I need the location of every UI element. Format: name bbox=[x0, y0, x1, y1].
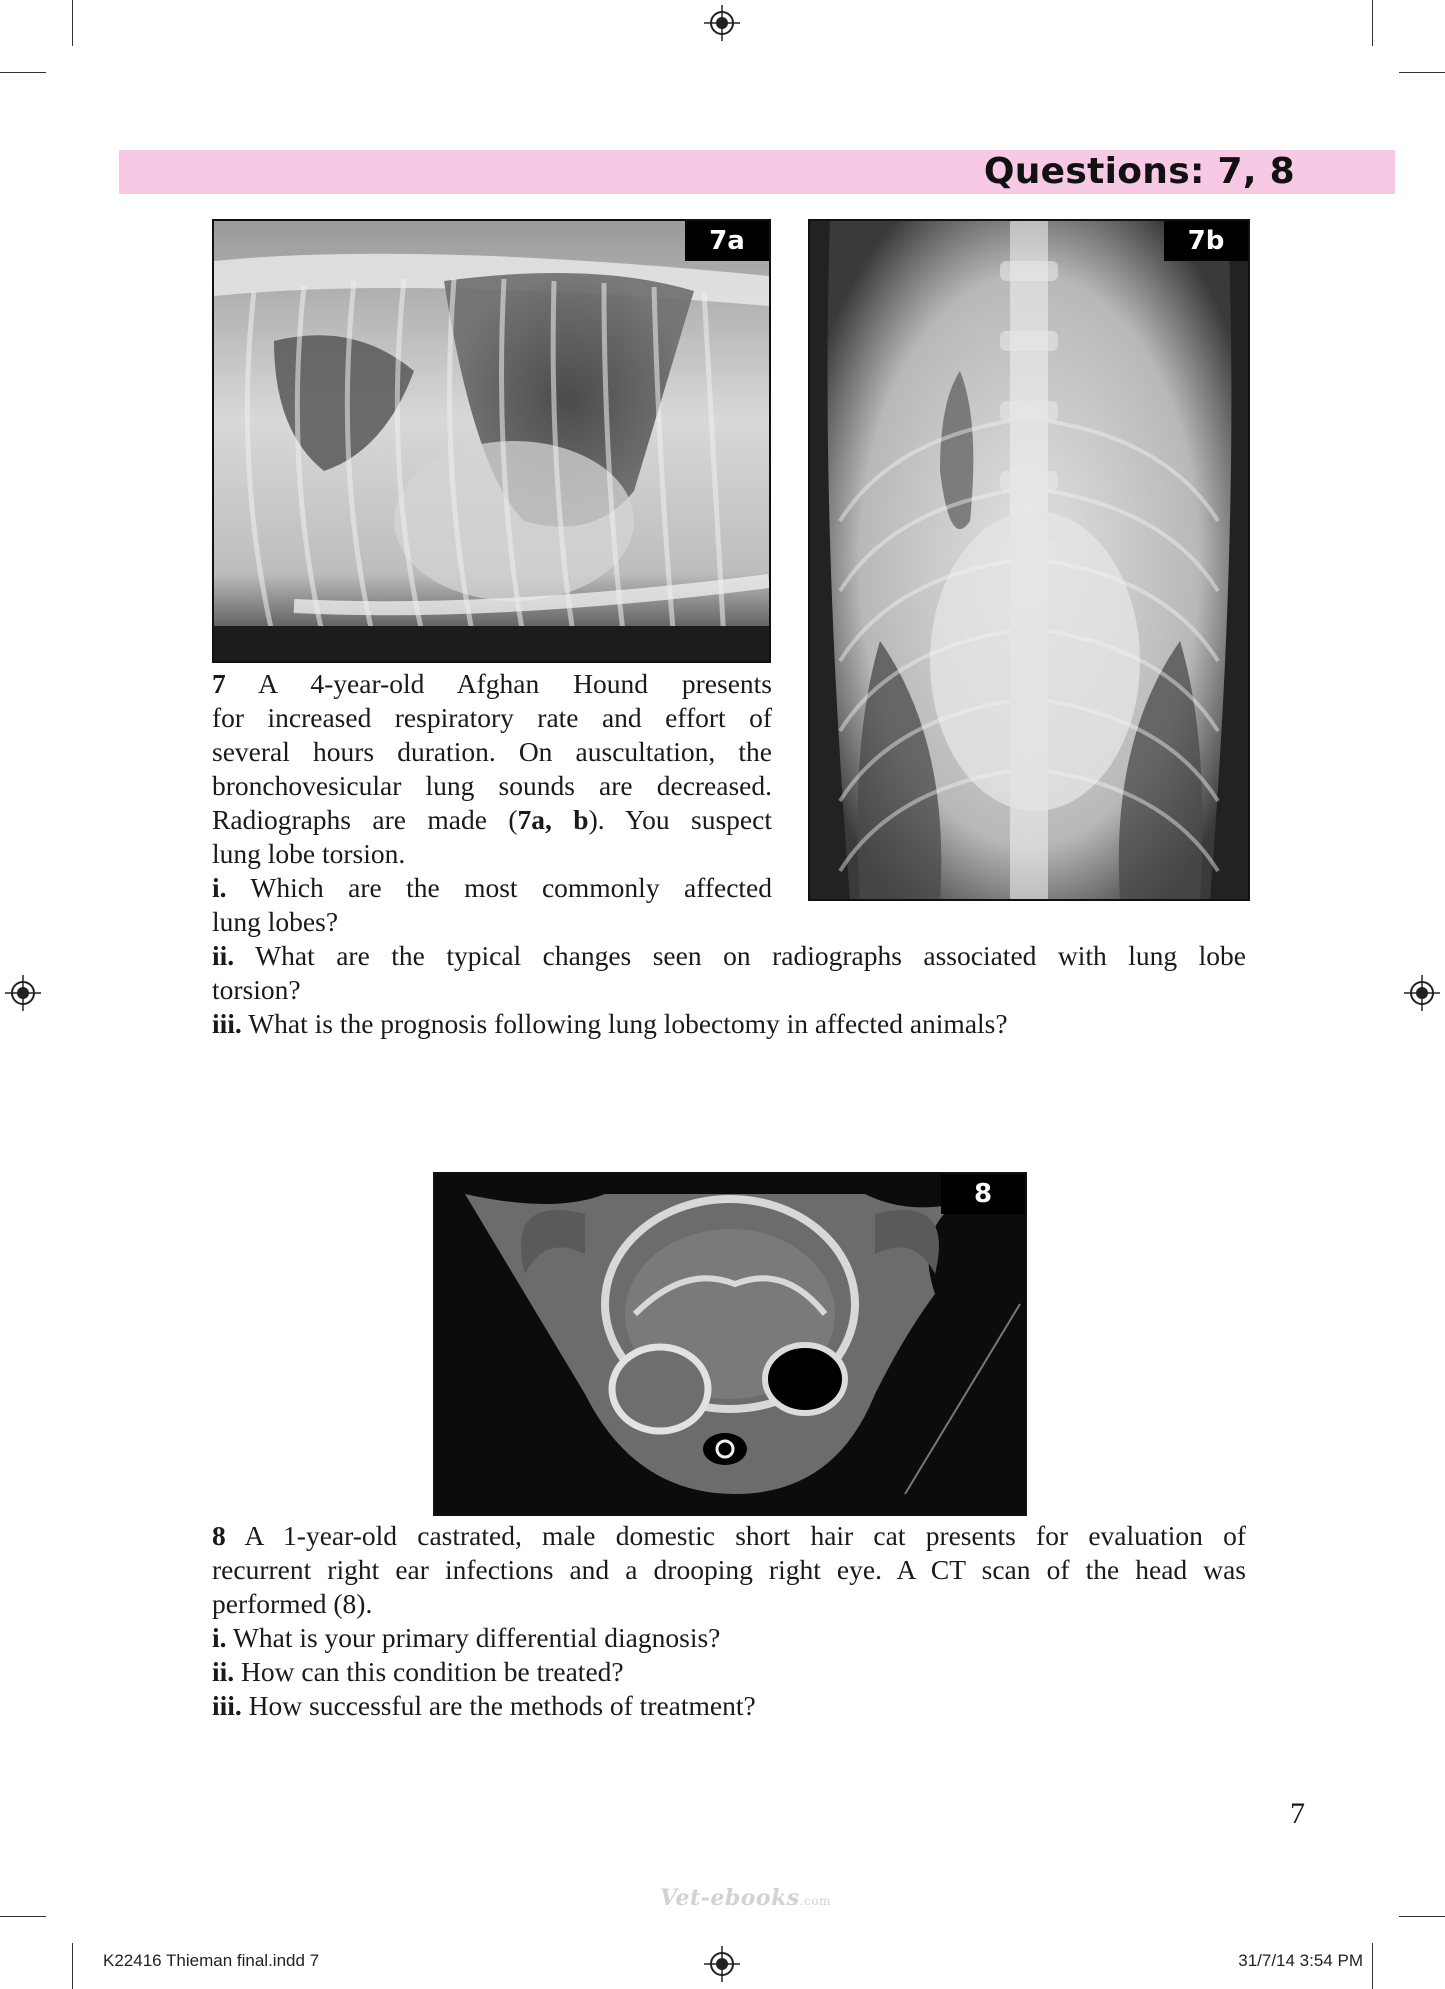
question-7-line: 7 A 4-year-old Afghan Hound presents bbox=[212, 668, 772, 699]
page-title: Questions: 7, 8 bbox=[983, 151, 1295, 192]
figure-7a-label: 7a bbox=[685, 221, 769, 261]
crop-mark bbox=[1399, 72, 1445, 73]
slug-filename: K22416 Thieman final.indd 7 bbox=[103, 1951, 320, 1970]
slug-timestamp: 31/7/14 3:54 PM bbox=[1238, 1951, 1363, 1970]
question-7-part-i: i. Which are the most commonly affected bbox=[212, 872, 772, 903]
registration-mark-top bbox=[702, 3, 742, 43]
question-8-line: 8 A 1-year-old castrated, male domestic short hair cat presents for evaluation of bbox=[212, 1520, 1246, 1551]
question-number: 8 bbox=[212, 1520, 226, 1551]
question-7-part-ii-cont: torsion? bbox=[212, 974, 301, 1005]
question-8-part-ii: ii. How can this condition be treated? bbox=[212, 1656, 624, 1687]
crop-mark bbox=[72, 0, 73, 46]
question-7-line: for increased respiratory rate and effort of bbox=[212, 702, 772, 733]
crop-mark bbox=[1372, 1943, 1373, 1989]
figure-7b-label: 7b bbox=[1164, 221, 1248, 261]
registration-mark-bottom bbox=[702, 1944, 742, 1984]
question-7-part-iii: iii. What is the prognosis following lung lobectomy in affected animals? bbox=[212, 1008, 1008, 1039]
crop-mark bbox=[0, 1916, 46, 1917]
question-8-line: recurrent right ear infections and a drooping right eye. A CT scan of the head was bbox=[212, 1554, 1246, 1585]
figure-8-ct-scan bbox=[433, 1172, 1027, 1516]
figure-reference: 7a, b bbox=[517, 804, 589, 835]
question-8-part-i: i. What is your primary differential diagnosis? bbox=[212, 1622, 721, 1653]
crop-mark bbox=[0, 72, 46, 73]
question-7-line: lung lobe torsion. bbox=[212, 838, 406, 869]
question-7-line: bronchovesicular lung sounds are decreased. bbox=[212, 770, 772, 801]
question-7-line: several hours duration. On auscultation, the bbox=[212, 736, 772, 767]
crop-mark bbox=[1372, 0, 1373, 46]
question-8 bbox=[212, 1519, 1246, 1723]
figure-8-label: 8 bbox=[941, 1174, 1025, 1214]
page-number: 7 bbox=[1290, 1797, 1305, 1830]
crop-mark bbox=[1399, 1916, 1445, 1917]
question-8-line: performed (8). bbox=[212, 1588, 373, 1619]
crop-mark bbox=[72, 1943, 73, 1989]
question-7-intro bbox=[212, 667, 772, 939]
figure-7a-radiograph bbox=[212, 219, 771, 663]
watermark-logo: Vet-ebooks.com bbox=[660, 1885, 831, 1911]
question-number: 7 bbox=[212, 668, 226, 699]
registration-mark-right bbox=[1402, 973, 1442, 1013]
question-7-line: Radiographs are made (7a, b). You suspect bbox=[212, 804, 772, 835]
question-8-part-iii: iii. How successful are the methods of treatment? bbox=[212, 1690, 756, 1721]
registration-mark-left bbox=[3, 973, 43, 1013]
question-7-part-i-cont: lung lobes? bbox=[212, 906, 339, 937]
question-7-parts bbox=[212, 939, 1246, 1041]
figure-7b-radiograph bbox=[808, 219, 1250, 901]
question-7-part-ii: ii. What are the typical changes seen on radiographs associated with lung lobe bbox=[212, 940, 1246, 971]
